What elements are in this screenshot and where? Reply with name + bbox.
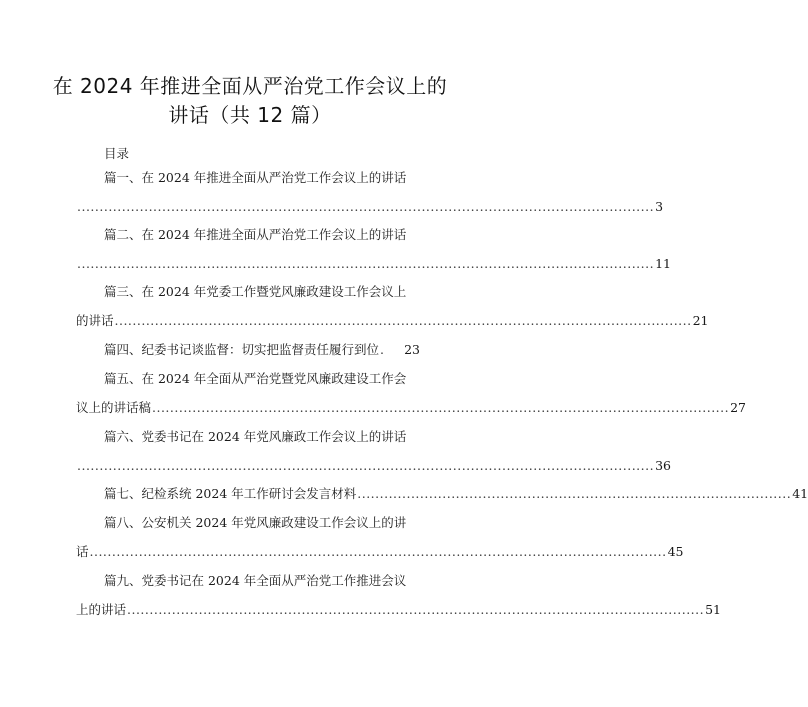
dot-leader: . [380, 342, 385, 357]
dot-leader: ................................................................................................................................. [127, 602, 705, 617]
document-title-line-2: 讲话（共 12 篇） [168, 103, 332, 127]
toc-entry-9-cont: 上的讲话 [76, 602, 127, 617]
toc-entry-1-leader-line [76, 199, 664, 215]
toc-entry-8-title: 篇八、公安机关 2024 年党风廉政建设工作会议上的讲 [104, 515, 407, 530]
toc-entry-1-page: 3 [655, 199, 664, 214]
dot-leader: ................................................................................................................................. [152, 400, 730, 415]
toc-entry-9-page: 51 [705, 602, 721, 617]
dot-leader: ................................................................................................................................. [114, 313, 692, 328]
toc-entry-9-leader-line [76, 602, 721, 618]
toc-entry-2-page: 11 [655, 256, 671, 271]
dot-leader: ................................................................................................................................. [77, 458, 655, 473]
toc-entry-8-page: 45 [667, 544, 684, 559]
toc-entry-3-title: 篇三、在 2024 年党委工作暨党风廉政建设工作会议上 [104, 284, 407, 299]
dot-leader: ................................................................................................................................. [89, 544, 667, 559]
toc-entry-9-title: 篇九、党委书记在 2024 年全面从严治党工作推进会议 [104, 573, 407, 588]
toc-entry-7 [76, 486, 808, 502]
toc-entry-2-title: 篇二、在 2024 年推进全面从严治党工作会议上的讲话 [104, 227, 407, 242]
dot-leader: ................................................................................................................................. [77, 199, 655, 214]
toc-entry-1-title: 篇一、在 2024 年推进全面从严治党工作会议上的讲话 [104, 170, 407, 185]
dot-leader: ................................................................................................. [357, 486, 792, 501]
toc-entry-6-title: 篇六、党委书记在 2024 年党风廉政工作会议上的讲话 [104, 429, 407, 444]
toc-entry-8-cont: 话 [76, 544, 89, 559]
toc-entry-5-page: 27 [730, 400, 746, 415]
toc-entry-2-leader-line [76, 256, 671, 272]
toc-entry-5-cont: 议上的讲话稿 [76, 400, 152, 415]
dot-leader: ................................................................................................................................. [77, 256, 655, 271]
toc-entry-4-page: 23 [404, 342, 420, 357]
toc-entry-8-leader-line [76, 544, 684, 560]
toc-entry-3-page: 21 [692, 313, 709, 328]
toc-entry-6-leader-line [76, 458, 671, 474]
document-title-line-1: 在 2024 年推进全面从严治党工作会议上的 [52, 74, 448, 98]
toc-entry-3-cont: 的讲话 [76, 313, 114, 328]
toc-entry-3-leader-line [76, 313, 709, 329]
toc-entry-7-title: 篇七、纪检系统 2024 年工作研讨会发言材料 [104, 486, 357, 501]
toc-heading: 目录 [104, 146, 130, 161]
toc-entry-4 [76, 342, 420, 358]
toc-entry-5-leader-line [76, 400, 746, 416]
toc-entry-6-page: 36 [655, 458, 671, 473]
toc-entry-5-title: 篇五、在 2024 年全面从严治党暨党风廉政建设工作会 [104, 371, 407, 386]
toc-entry-7-page: 41 [792, 486, 808, 501]
toc-entry-4-title: 篇四、纪委书记谈监督：切实把监督责任履行到位 [104, 342, 380, 357]
